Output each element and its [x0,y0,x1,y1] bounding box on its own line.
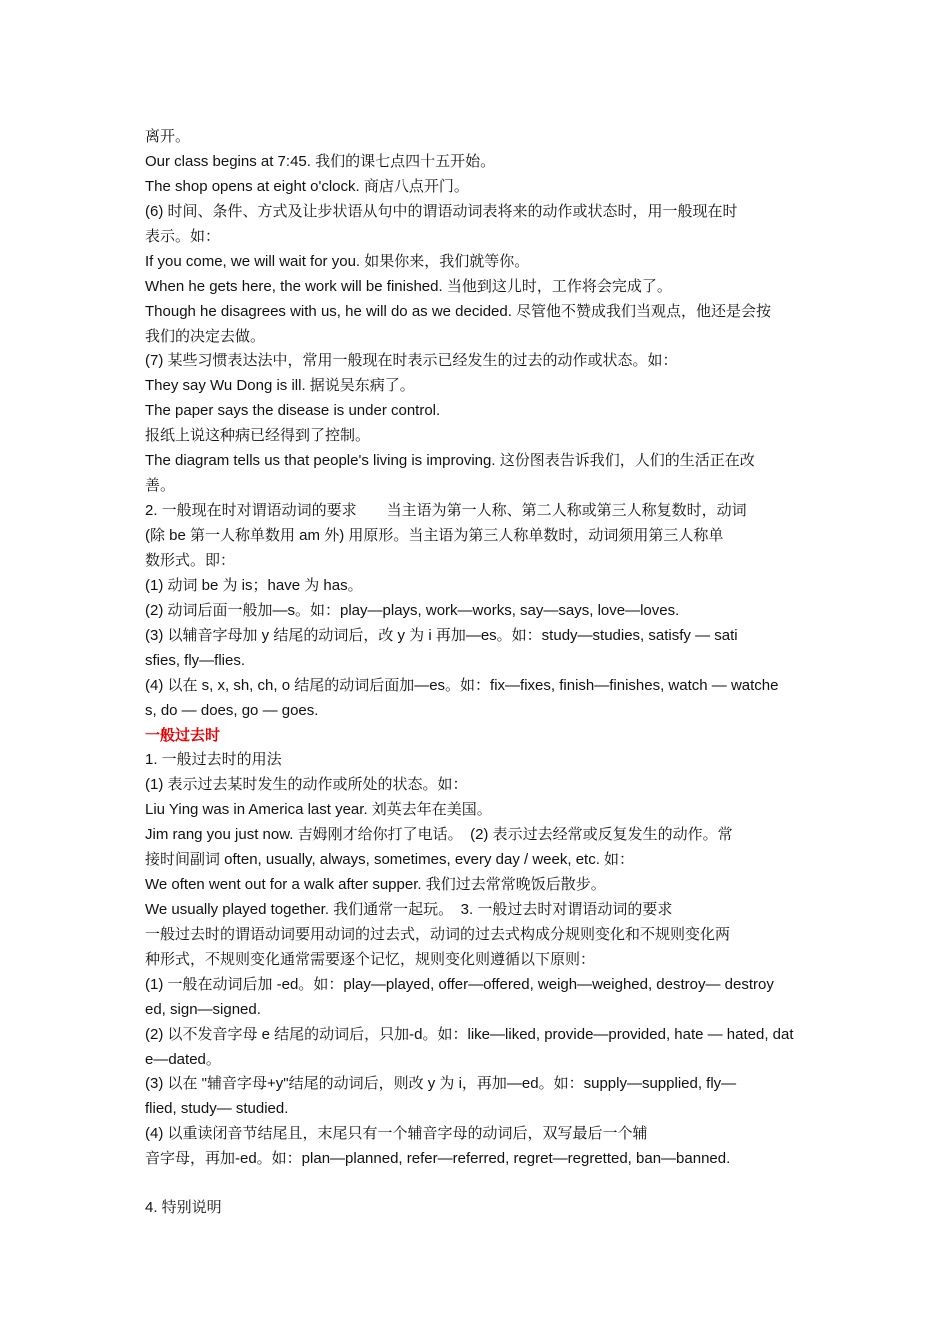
text-line: Our class begins at 7:45. 我们的课七点四十五开始。 [145,153,496,170]
text-line: (6) 时间、条件、方式及让步状语从句中的谓语动词表将来的动作或状态时，用一般现在时 [145,203,738,220]
section-heading: 一般过去时 [145,727,221,744]
text-line: 我们的决定去做。 [145,328,266,345]
text-line: e—dated。 [145,1051,221,1068]
text-line: (3) 以在 "辅音字母+y"结尾的动词后，则改 y 为 i，再加—ed。如：supply—supplied, fly— [145,1075,737,1092]
text-line: (7) 某些习惯表达法中，常用一般现在时表示已经发生的过去的动作或状态。如： [145,352,678,369]
text-line: (1) 动词 be 为 is；have 为 has。 [145,577,363,594]
text-line: The paper says the disease is under control. [145,402,441,419]
text-line: (3) 以辅音字母加 y 结尾的动词后，改 y 为 i 再加—es。如：study—studies, satisfy — sati [145,627,738,644]
text-line: Jim rang you just now. 吉姆刚才给你打了电话。 (2) 表示过去经常或反复发生的动作。常 [145,826,733,843]
text-line: 种形式，不规则变化通常需要逐个记忆，规则变化则遵循以下原则： [145,951,596,968]
text-line: 1. 一般过去时的用法 [145,751,282,768]
text-line: flied, study— studied. [145,1100,289,1117]
text-line: ed, sign—signed. [145,1001,261,1018]
text-line: Though he disagrees with us, he will do as we decided. 尽管他不赞成我们当观点，他还是会按 [145,303,772,320]
text-line: 表示。如： [145,228,221,245]
text-line: 一般过去时的谓语动词要用动词的过去式，动词的过去式构成分规则变化和不规则变化两 [145,926,731,943]
text-line: (除 be 第一人称单数用 am 外) 用原形。当主语为第三人称单数时，动词须用第三人称单 [145,527,724,544]
text-line: 离开。 [145,128,191,145]
text-line: sfies, fly—flies. [145,652,246,669]
text-line: Liu Ying was in America last year. 刘英去年在美国。 [145,801,492,818]
text-line: (2) 以不发音字母 e 结尾的动词后，只加-d。如：like—liked, provide—provided, hate — hated, dat [145,1026,794,1043]
text-line: They say Wu Dong is ill. 据说吴东病了。 [145,377,415,394]
text-line: 音字母，再加-ed。如：plan—planned, refer—referred, regret—regretted, ban—banned. [145,1150,731,1167]
text-line: If you come, we will wait for you. 如果你来，我们就等你。 [145,253,530,270]
text-line: 2. 一般现在时对谓语动词的要求 当主语为第一人称、第二人称或第三人称复数时，动词 [145,502,747,519]
text-line: (4) 以重读闭音节结尾且，末尾只有一个辅音字母的动词后，双写最后一个辅 [145,1125,648,1142]
text-line: s, do — does, go — goes. [145,702,319,719]
text-line: 报纸上说这种病已经得到了控制。 [145,427,371,444]
text-line: 接时间副词 often, usually, always, sometimes, every day / week, etc. 如： [145,851,635,868]
text-line: When he gets here, the work will be finished. 当他到这儿时，工作将会完成了。 [145,278,672,295]
text-line: (4) 以在 s, x, sh, ch, o 结尾的动词后面加—es。如：fix—fixes, finish—finishes, watch — watche [145,677,779,694]
text-line: We often went out for a walk after supper. 我们过去常常晚饭后散步。 [145,876,606,893]
text-line: The shop opens at eight o'clock. 商店八点开门。 [145,178,469,195]
text-line: 善。 [145,477,176,494]
text-line: The diagram tells us that people's living is improving. 这份图表告诉我们，人们的生活正在改 [145,452,755,469]
text-line: We usually played together. 我们通常一起玩。 3. 一般过去时对谓语动词的要求 [145,901,673,918]
text-line: 4. 特别说明 [145,1199,222,1216]
text-line: (2) 动词后面一般加—s。如：play—plays, work—works, say—says, love—loves. [145,602,680,619]
text-line: (1) 表示过去某时发生的动作或所处的状态。如： [145,776,468,793]
text-line: 数形式。即： [145,552,236,569]
text-line: (1) 一般在动词后加 -ed。如：play—played, offer—offered, weigh—weighed, destroy— destroy [145,976,774,993]
